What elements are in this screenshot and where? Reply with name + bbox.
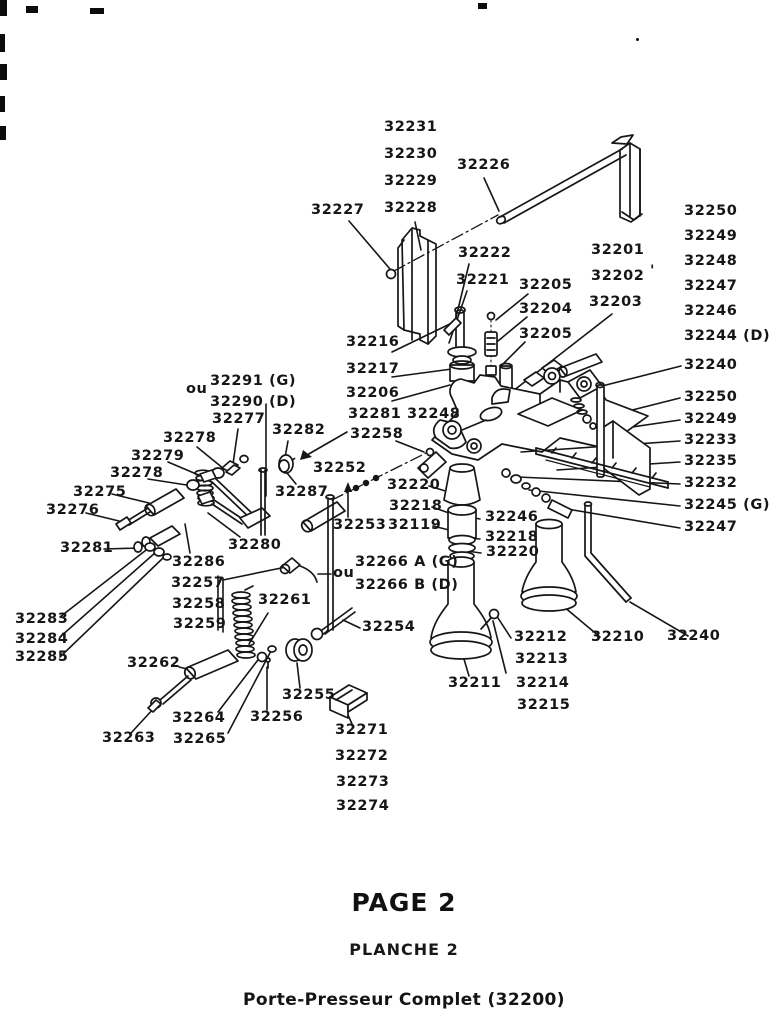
part-label: 32280 xyxy=(228,537,282,553)
part-label: 32247 xyxy=(684,278,738,294)
part-label: 32216 xyxy=(346,334,400,350)
part-label: ou xyxy=(186,381,208,397)
part-label: 32244 (D) xyxy=(684,328,771,344)
assembly-caption: Porte-Presseur Complet (32200) xyxy=(243,990,565,1010)
part-label: 32291 (G) xyxy=(210,373,297,389)
part-label: 32247 xyxy=(684,519,738,535)
part-label: 32203 xyxy=(589,294,643,310)
part-label: 32271 xyxy=(335,722,389,738)
part-label: 32253 xyxy=(333,517,387,533)
part-label: 32248 xyxy=(407,406,461,422)
part-label: 32218 xyxy=(485,529,539,545)
part-label: 32249 xyxy=(684,228,738,244)
part-label: 32230 xyxy=(384,146,438,162)
part-label: 32204 xyxy=(519,301,573,317)
part-label: 32248 xyxy=(684,253,738,269)
part-label: 32210 xyxy=(591,629,645,645)
part-label: 32274 xyxy=(336,798,390,814)
part-label: 32205 xyxy=(519,326,573,342)
part-label: 32240 xyxy=(684,357,738,373)
part-label: 32250 xyxy=(684,389,738,405)
part-label: 32246 xyxy=(485,509,539,525)
part-label: 32119 xyxy=(388,517,442,533)
part-label: 32227 xyxy=(311,202,365,218)
part-label: ' xyxy=(650,263,656,279)
part-label: 32218 xyxy=(389,498,443,514)
part-label: 32282 xyxy=(272,422,326,438)
part-label: ou xyxy=(333,565,355,581)
part-label: 32261 xyxy=(258,592,312,608)
part-label: 32266 A (G) xyxy=(355,554,459,570)
part-label: 32272 xyxy=(335,748,389,764)
part-label: 32258 xyxy=(172,596,226,612)
part-label: 32290 (D) xyxy=(210,394,297,410)
part-label: 32205 xyxy=(519,277,573,293)
part-label: 32245 (G) xyxy=(684,497,771,513)
part-label: 32214 xyxy=(516,675,570,691)
part-label: 32206 xyxy=(346,385,400,401)
part-label: 32222 xyxy=(458,245,512,261)
part-label: 32273 xyxy=(336,774,390,790)
part-label: 32201 xyxy=(591,242,645,258)
part-label: 32232 xyxy=(684,475,738,491)
part-label: 32264 xyxy=(172,710,226,726)
part-label: 32240 xyxy=(667,628,721,644)
part-label: 32233 xyxy=(684,432,738,448)
part-label: 32213 xyxy=(515,651,569,667)
part-label: 32254 xyxy=(362,619,416,635)
part-label: 32217 xyxy=(346,361,400,377)
part-label: 32278 xyxy=(163,430,217,446)
part-label: 32278 xyxy=(110,465,164,481)
part-label: 32281 xyxy=(60,540,114,556)
part-label: 32235 xyxy=(684,453,738,469)
part-label: 32284 xyxy=(15,631,69,647)
part-label: 32228 xyxy=(384,200,438,216)
part-label: 32226 xyxy=(457,157,511,173)
part-label: 32275 xyxy=(73,484,127,500)
part-label: 32259 xyxy=(173,616,227,632)
part-label: 32265 xyxy=(173,731,227,747)
part-label: 32252 xyxy=(313,460,367,476)
part-label: 32277 xyxy=(212,411,266,427)
part-label: 32250 xyxy=(684,203,738,219)
part-label: 32256 xyxy=(250,709,304,725)
part-label: 32262 xyxy=(127,655,181,671)
part-label: 32257 xyxy=(171,575,225,591)
part-label: 32276 xyxy=(46,502,100,518)
part-label: 32287 xyxy=(275,484,329,500)
part-label: 32285 xyxy=(15,649,69,665)
part-label: 32215 xyxy=(517,697,571,713)
part-label: 32231 xyxy=(384,119,438,135)
part-label: 32281 xyxy=(348,406,402,422)
part-label: 32202 xyxy=(591,268,645,284)
page-title: PAGE 2 xyxy=(351,888,457,917)
part-label: 32220 xyxy=(387,477,441,493)
part-label: 32211 xyxy=(448,675,502,691)
part-label: 32220 xyxy=(486,544,540,560)
part-label: 32229 xyxy=(384,173,438,189)
part-label: 32263 xyxy=(102,730,156,746)
part-label: 32258 xyxy=(350,426,404,442)
part-label: 32221 xyxy=(456,272,510,288)
plate-subtitle: PLANCHE 2 xyxy=(349,940,459,959)
part-label: 32212 xyxy=(514,629,568,645)
part-label: 32286 xyxy=(172,554,226,570)
part-label: 32266 B (D) xyxy=(355,577,459,593)
part-label: 32279 xyxy=(131,448,185,464)
part-label: 32283 xyxy=(15,611,69,627)
part-label: 32249 xyxy=(684,411,738,427)
part-label: 32255 xyxy=(282,687,336,703)
part-label: 32246 xyxy=(684,303,738,319)
